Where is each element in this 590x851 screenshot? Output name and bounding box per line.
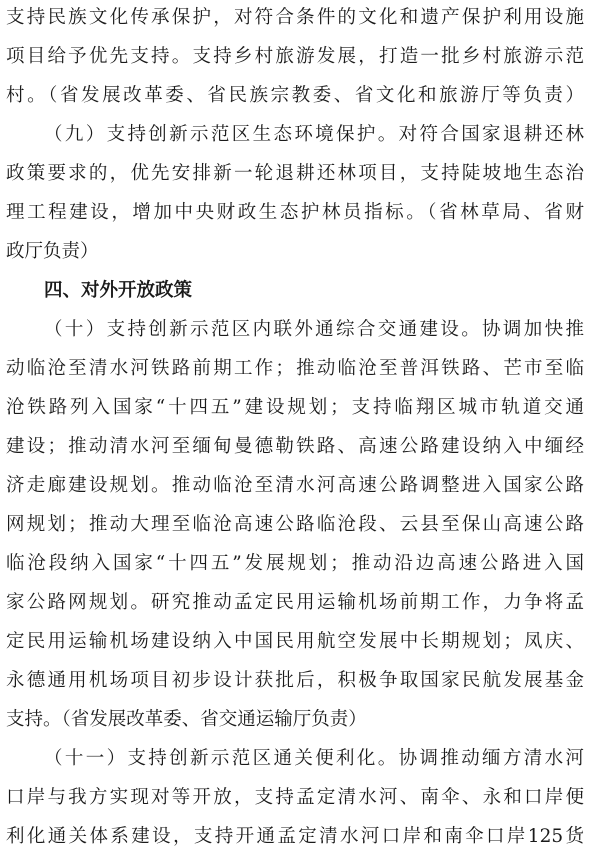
body-text-line: 建设；推动清水河至缅甸曼德勒铁路、高速公路建设纳入中缅经 bbox=[6, 436, 584, 457]
body-text-line: 口岸与我方实现对等开放，支持孟定清水河、南伞、永和口岸便 bbox=[6, 787, 584, 808]
body-text-line: 理工程建设，增加中央财政生态护林员指标。（省林草局、省财 bbox=[6, 202, 584, 223]
body-text-line: 支持民族文化传承保护，对符合条件的文化和遗产保护利用设施 bbox=[6, 7, 584, 28]
body-text-line: 永德通用机场项目初步设计获批后，积极争取国家民航发展基金 bbox=[6, 670, 584, 691]
body-text-line: 政策要求的，优先安排新一轮退耕还林项目，支持陡坡地生态治 bbox=[6, 163, 584, 184]
body-text-line: 网规划；推动大理至临沧高速公路临沧段、云县至保山高速公路 bbox=[6, 514, 584, 535]
paragraph-first-line: （九）支持创新示范区生态环境保护。对符合国家退耕还林 bbox=[44, 124, 584, 145]
body-text-line: 定民用运输机场建设纳入中国民用航空发展中长期规划；凤庆、 bbox=[6, 631, 584, 652]
body-text-line: 项目给予优先支持。支持乡村旅游发展，打造一批乡村旅游示范 bbox=[6, 46, 584, 67]
body-text-line: 利化通关体系建设，支持开通孟定清水河口岸和南伞口岸125货 bbox=[6, 826, 584, 847]
section-heading: 四、对外开放政策 bbox=[44, 280, 193, 301]
body-text-line: 支持。（省发展改革委、省交通运输厅负责） bbox=[6, 709, 367, 730]
body-text-line: 政厅负责） bbox=[6, 241, 99, 262]
body-text-line: 村。（省发展改革委、省民族宗教委、省文化和旅游厅等负责） bbox=[6, 85, 584, 106]
body-text-line: 沧铁路列入国家“十四五”建设规划；支持临翔区城市轨道交通 bbox=[6, 397, 584, 418]
body-text-line: 家公路网规划。研究推动孟定民用运输机场前期工作，力争将孟 bbox=[6, 592, 584, 613]
paragraph-first-line: （十一）支持创新示范区通关便利化。协调推动缅方清水河 bbox=[44, 748, 584, 769]
paragraph-first-line: （十）支持创新示范区内联外通综合交通建设。协调加快推 bbox=[44, 319, 584, 340]
body-text-line: 济走廊建设规划。推动临沧至清水河高速公路调整进入国家公路 bbox=[6, 475, 584, 496]
body-text-line: 临沧段纳入国家“十四五”发展规划；推动沿边高速公路进入国 bbox=[6, 553, 584, 574]
body-text-line: 动临沧至清水河铁路前期工作；推动临沧至普洱铁路、芒市至临 bbox=[6, 358, 584, 379]
